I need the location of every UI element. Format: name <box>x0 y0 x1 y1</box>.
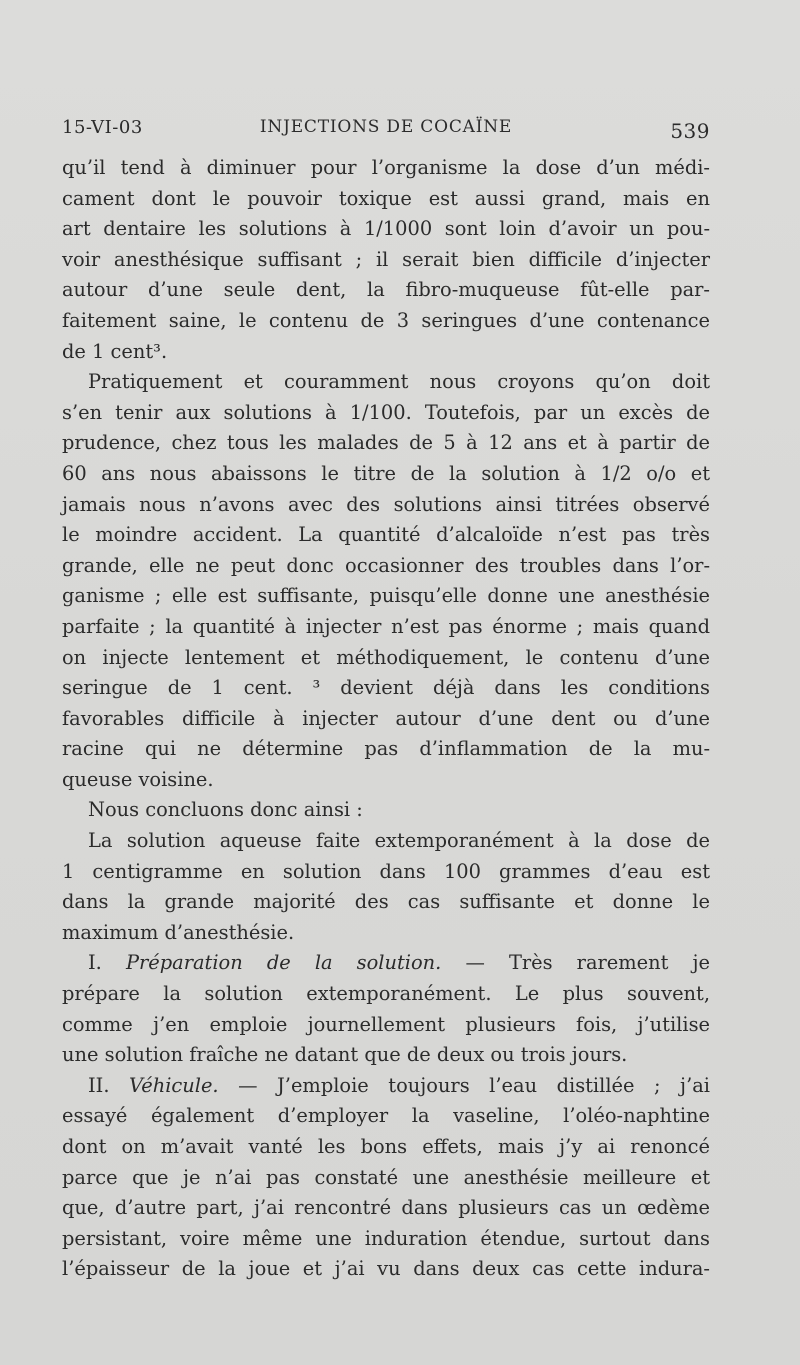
paragraph-1: qu’il tend à diminuer pour l’organisme la dose d’un médi- cament dont le pouvoir toxique est aussi grand, mais en art dentaire les solutions à 1/1000 sont loin d’avoir un pou- voir anesthésique suffisant ; il serait bien difficile d’injecter autour d’une seule dent, la fibro-muqueuse fût-elle par- faitement saine, le contenu de 3 seringues d’une contenance <box>62 156 710 332</box>
paragraph-2: Pratiquement et couramment nous croyons qu’on doit s’en tenir aux solutions à 1/100. Toutefois, par un excès de prudence, chez tous les malades de 5 à 12 ans et à partir de 60 ans nous abaissons le titre de la solution à 1/2 o/o et jamais nous n’avons avec des solutions ainsi titrées observé le moindre accident. La quantité d’alcaloïde n’est pas très grande, elle ne peut donc occasionner des troubles dans l’or- ganisme ; elle est suffisante, puisqu’elle donne une anesthésie parfaite ; la quantité à injecter n’est pas énorme ; mais quand on injecte lentement et méthodiquement, le contenu d’une seringue de 1 cent. ³ devient déjà dans les conditions favorables difficile à injecter autour d’une dent ou d’une racine qui ne détermine pas d’inflammation de la mu- <box>62 370 710 761</box>
section-title-2: Véhicule. <box>129 1073 219 1097</box>
paragraph-5: I. Préparation de la solution. — Très rarement je prépare la solution extemporanément. Le plus souvent, comme j’en emploie journellement plusieurs fois, j’utilise <box>62 951 710 1036</box>
paragraph-6: II. Véhicule. — J’emploie toujours l’eau distillée ; j’ai essayé également d’employer la vaseline, l’oléo-naphtine dont on m’avait vanté les bons effets, mais j’y ai renoncé parce que je n’ai pas constaté une anesthésie meilleure et que, d’autre part, j’ai rencontré dans plusieurs cas un œdème persistant, voire même une induration étendue, surtout dans l’épaisseur de la joue et j’ai vu dans deux cas cette indura- <box>62 1073 710 1281</box>
paragraph-1-end: de 1 cent³. <box>62 339 168 363</box>
body-text <box>62 153 710 1285</box>
section-label-1: I. <box>88 951 102 975</box>
paragraph-5-end: une solution fraîche ne datant que de deux ou trois jours. <box>62 1043 628 1067</box>
paragraph-2-end: queuse voisine. <box>62 767 214 791</box>
header-date: 15-VI-03 <box>62 117 143 138</box>
header-title: INJECTIONS DE COCAÏNE <box>259 117 513 137</box>
section-title-1: Préparation de la solution. <box>125 951 442 975</box>
page-number: 539 <box>670 119 710 143</box>
paragraph-4: La solution aqueuse faite extemporanément à la dose de 1 centigramme en solution dans 100 grammes d’eau est dans la grande majorité des cas suffisante et donne le <box>62 829 710 914</box>
running-head <box>62 117 710 149</box>
paragraph-4-end: maximum d’anesthésie. <box>62 920 295 944</box>
paragraph-3: Nous concluons donc ainsi : <box>88 798 363 822</box>
section-label-2: II. <box>88 1073 110 1097</box>
